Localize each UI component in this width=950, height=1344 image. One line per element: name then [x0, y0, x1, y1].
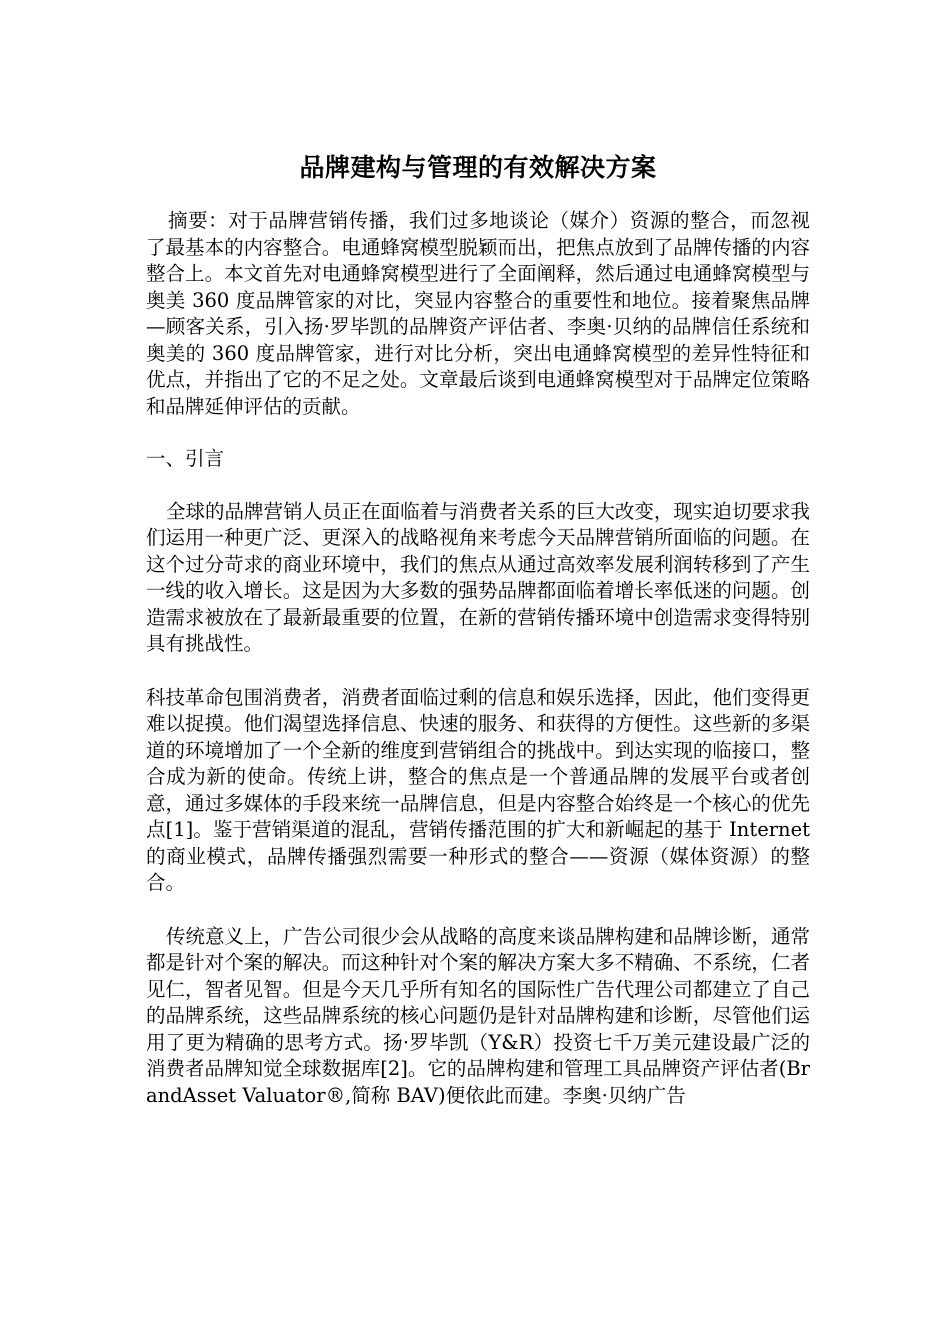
document-page	[146, 150, 810, 1109]
spacer	[146, 658, 810, 685]
body-paragraph-3: 传统意义上，广告公司很少会从战略的高度来谈品牌构建和品牌诊断，通常都是针对个案的解决。而这种针对个案的解决方案大多不精确、不系统，仁者见仁，智者见智。但是今天几乎所有知名的国际性广告代理公司都建立了自己的品牌系统，这些品牌系统的核心问题仍是针对品牌构建和诊断，尽管他们运用了更为精确的思考方式。扬·罗毕凯（Y&R）投资七千万美元建设最广泛的消费者品牌知觉全球数据库[2]。它的品牌构建和管理工具品牌资产评估者(BrandAsset Valuator®,简称 BAV)便依此而建。李奥·贝纳广告	[146, 924, 810, 1107]
spacer	[146, 897, 810, 924]
spacer	[146, 473, 810, 499]
section-heading-introduction: 一、引言	[146, 447, 225, 470]
body-paragraph-2: 科技革命包围消费者，消费者面临过剩的信息和娱乐选择，因此，他们变得更难以捉摸。他们渴望选择信息、快速的服务、和获得的方便性。这些新的多渠道的环境增加了一个全新的维度到营销组合的挑战中。到达实现的临接口，整合成为新的使命。传统上讲，整合的焦点是一个普通品牌的发展平台或者创意，通过多媒体的手段来统一品牌信息，但是内容整合始终是一个核心的优先点[1]。鉴于营销渠道的混乱，营销传播范围的扩大和新崛起的基于 Internet 的商业模式，品牌传播强烈需要一种形式的整合——资源（媒体资源）的整合。	[146, 685, 810, 894]
spacer	[146, 420, 810, 446]
document-title: 品牌建构与管理的有效解决方案	[299, 153, 657, 182]
body-paragraph-1: 全球的品牌营销人员正在面临着与消费者关系的巨大改变，现实迫切要求我们运用一种更广泛、更深入的战略视角来考虑今天品牌营销所面临的问题。在这个过分苛求的商业环境中，我们的焦点从通过高效率发展利润转移到了产生一线的收入增长。这是因为大多数的强势品牌都面临着增长率低迷的问题。创造需求被放在了最新最重要的位置，在新的营销传播环境中创造需求变得特别具有挑战性。	[146, 499, 810, 655]
abstract-paragraph: 摘要：对于品牌营销传播，我们过多地谈论（媒介）资源的整合，而忽视了最基本的内容整合。电通蜂窝模型脱颖而出，把焦点放到了品牌传播的内容整合上。本文首先对电通蜂窝模型进行了全面阐释，然后通过电通蜂窝模型与奥美 360 度品牌管家的对比，突显内容整合的重要性和地位。接着聚焦品牌—顾客关系，引入扬·罗毕凯的品牌资产评估者、李奥·贝纳的品牌信任系统和奥美的 360 度品牌管家，进行对比分析，突出电通蜂窝模型的差异性特征和优点，并指出了它的不足之处。文章最后谈到电通蜂窝模型对于品牌定位策略和品牌延伸评估的贡献。	[146, 209, 810, 418]
